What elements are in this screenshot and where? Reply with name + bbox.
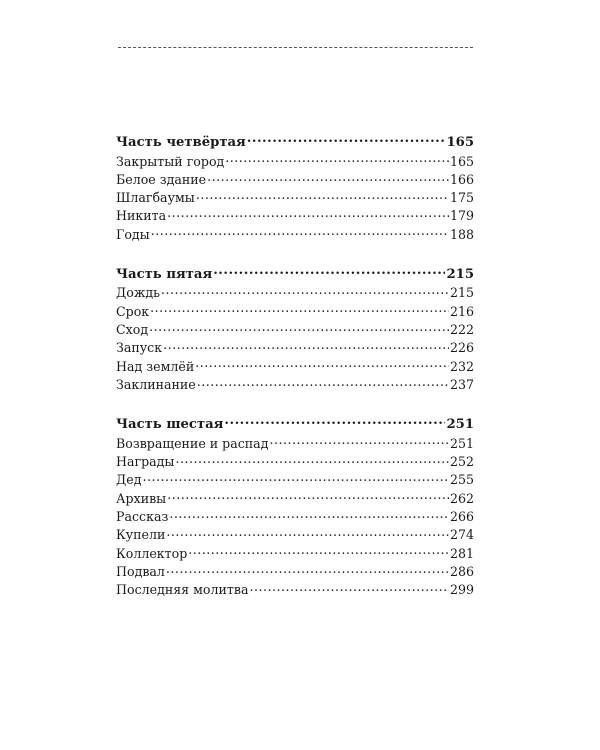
toc-entry[interactable] <box>116 490 474 508</box>
dot-leader <box>142 472 449 485</box>
chapter-page-number: 216 <box>449 303 474 319</box>
part-page-number: 251 <box>446 417 474 433</box>
chapter-title: Награды <box>116 454 175 470</box>
chapter-title: Возвращение и распад <box>116 435 269 451</box>
toc-entry[interactable] <box>116 358 474 376</box>
dot-leader <box>249 582 449 595</box>
dot-leader <box>161 285 449 298</box>
dot-leader <box>196 190 449 203</box>
chapter-title: Над землёй <box>116 358 195 374</box>
chapter-title: Рассказ <box>116 508 169 524</box>
part-title: Часть шестая <box>116 417 224 433</box>
toc-entry[interactable] <box>116 189 474 207</box>
part-title: Часть четвёртая <box>116 135 246 151</box>
chapter-title: Дед <box>116 472 142 488</box>
toc-entry[interactable] <box>116 376 474 394</box>
chapter-title: Подвал <box>116 563 165 579</box>
dot-leader <box>175 453 449 466</box>
toc-entry[interactable] <box>116 339 474 357</box>
chapter-title: Шлагбаумы <box>116 190 195 206</box>
chapter-page-number: 188 <box>449 226 474 242</box>
toc-entry[interactable] <box>116 563 474 581</box>
dot-leader <box>166 527 449 540</box>
toc-entry[interactable] <box>116 435 474 453</box>
toc-entry[interactable] <box>116 284 474 302</box>
toc-entry[interactable] <box>116 453 474 471</box>
dot-leader <box>269 435 449 448</box>
chapter-title: Купели <box>116 527 166 543</box>
table-of-contents <box>116 133 474 620</box>
chapter-page-number: 299 <box>449 582 474 598</box>
chapter-page-number: 165 <box>449 153 474 169</box>
toc-entry[interactable] <box>116 153 474 171</box>
chapter-title: Заклинание <box>116 376 196 392</box>
dot-leader <box>169 508 449 521</box>
toc-part-4 <box>116 133 474 244</box>
part-page-number: 165 <box>446 135 474 151</box>
dot-leader <box>197 376 449 389</box>
dot-leader <box>195 358 449 371</box>
dot-leader <box>188 545 449 558</box>
chapter-page-number: 252 <box>449 454 474 470</box>
dot-leader <box>224 415 445 428</box>
chapter-page-number: 226 <box>449 340 474 356</box>
chapter-page-number: 286 <box>449 563 474 579</box>
chapter-title: Закрытый город <box>116 153 225 169</box>
dot-leader <box>149 321 449 334</box>
dot-leader <box>167 490 449 503</box>
chapter-page-number: 274 <box>449 527 474 543</box>
toc-entry[interactable] <box>116 207 474 225</box>
toc-entry[interactable] <box>116 171 474 189</box>
toc-part-heading[interactable] <box>116 415 474 435</box>
header-dashed-rule <box>118 47 473 48</box>
dot-leader <box>163 340 449 353</box>
dot-leader <box>167 208 449 221</box>
toc-entry[interactable] <box>116 581 474 599</box>
dot-leader <box>150 303 449 316</box>
toc-entry[interactable] <box>116 545 474 563</box>
chapter-title: Сход <box>116 322 149 338</box>
chapter-title: Годы <box>116 226 150 242</box>
chapter-title: Белое здание <box>116 171 207 187</box>
dot-leader <box>166 563 449 576</box>
dot-leader <box>225 153 449 166</box>
chapter-page-number: 237 <box>449 376 474 392</box>
chapter-page-number: 255 <box>449 472 474 488</box>
toc-entry[interactable] <box>116 508 474 526</box>
chapter-page-number: 281 <box>449 545 474 561</box>
dot-leader <box>247 133 446 146</box>
chapter-page-number: 179 <box>449 208 474 224</box>
chapter-page-number: 175 <box>449 190 474 206</box>
dot-leader <box>207 171 449 184</box>
chapter-page-number: 266 <box>449 508 474 524</box>
toc-entry[interactable] <box>116 321 474 339</box>
chapter-page-number: 166 <box>449 171 474 187</box>
toc-part-heading[interactable] <box>116 133 474 153</box>
chapter-title: Запуск <box>116 340 163 356</box>
chapter-page-number: 262 <box>449 490 474 506</box>
chapter-title: Никита <box>116 208 167 224</box>
chapter-title: Дождь <box>116 285 161 301</box>
chapter-title: Коллектор <box>116 545 188 561</box>
chapter-page-number: 232 <box>449 358 474 374</box>
toc-part-heading[interactable] <box>116 265 474 285</box>
chapter-page-number: 215 <box>449 285 474 301</box>
chapter-title: Архивы <box>116 490 167 506</box>
chapter-title: Последняя молитва <box>116 582 249 598</box>
dot-leader <box>213 265 445 278</box>
toc-entry[interactable] <box>116 471 474 489</box>
chapter-page-number: 222 <box>449 322 474 338</box>
toc-part-6 <box>116 415 474 599</box>
toc-entry[interactable] <box>116 226 474 244</box>
chapter-page-number: 251 <box>449 435 474 451</box>
dot-leader <box>151 226 449 239</box>
part-page-number: 215 <box>446 267 474 283</box>
toc-entry[interactable] <box>116 303 474 321</box>
chapter-title: Срок <box>116 303 150 319</box>
part-title: Часть пятая <box>116 267 213 283</box>
toc-part-5 <box>116 265 474 394</box>
toc-entry[interactable] <box>116 526 474 544</box>
